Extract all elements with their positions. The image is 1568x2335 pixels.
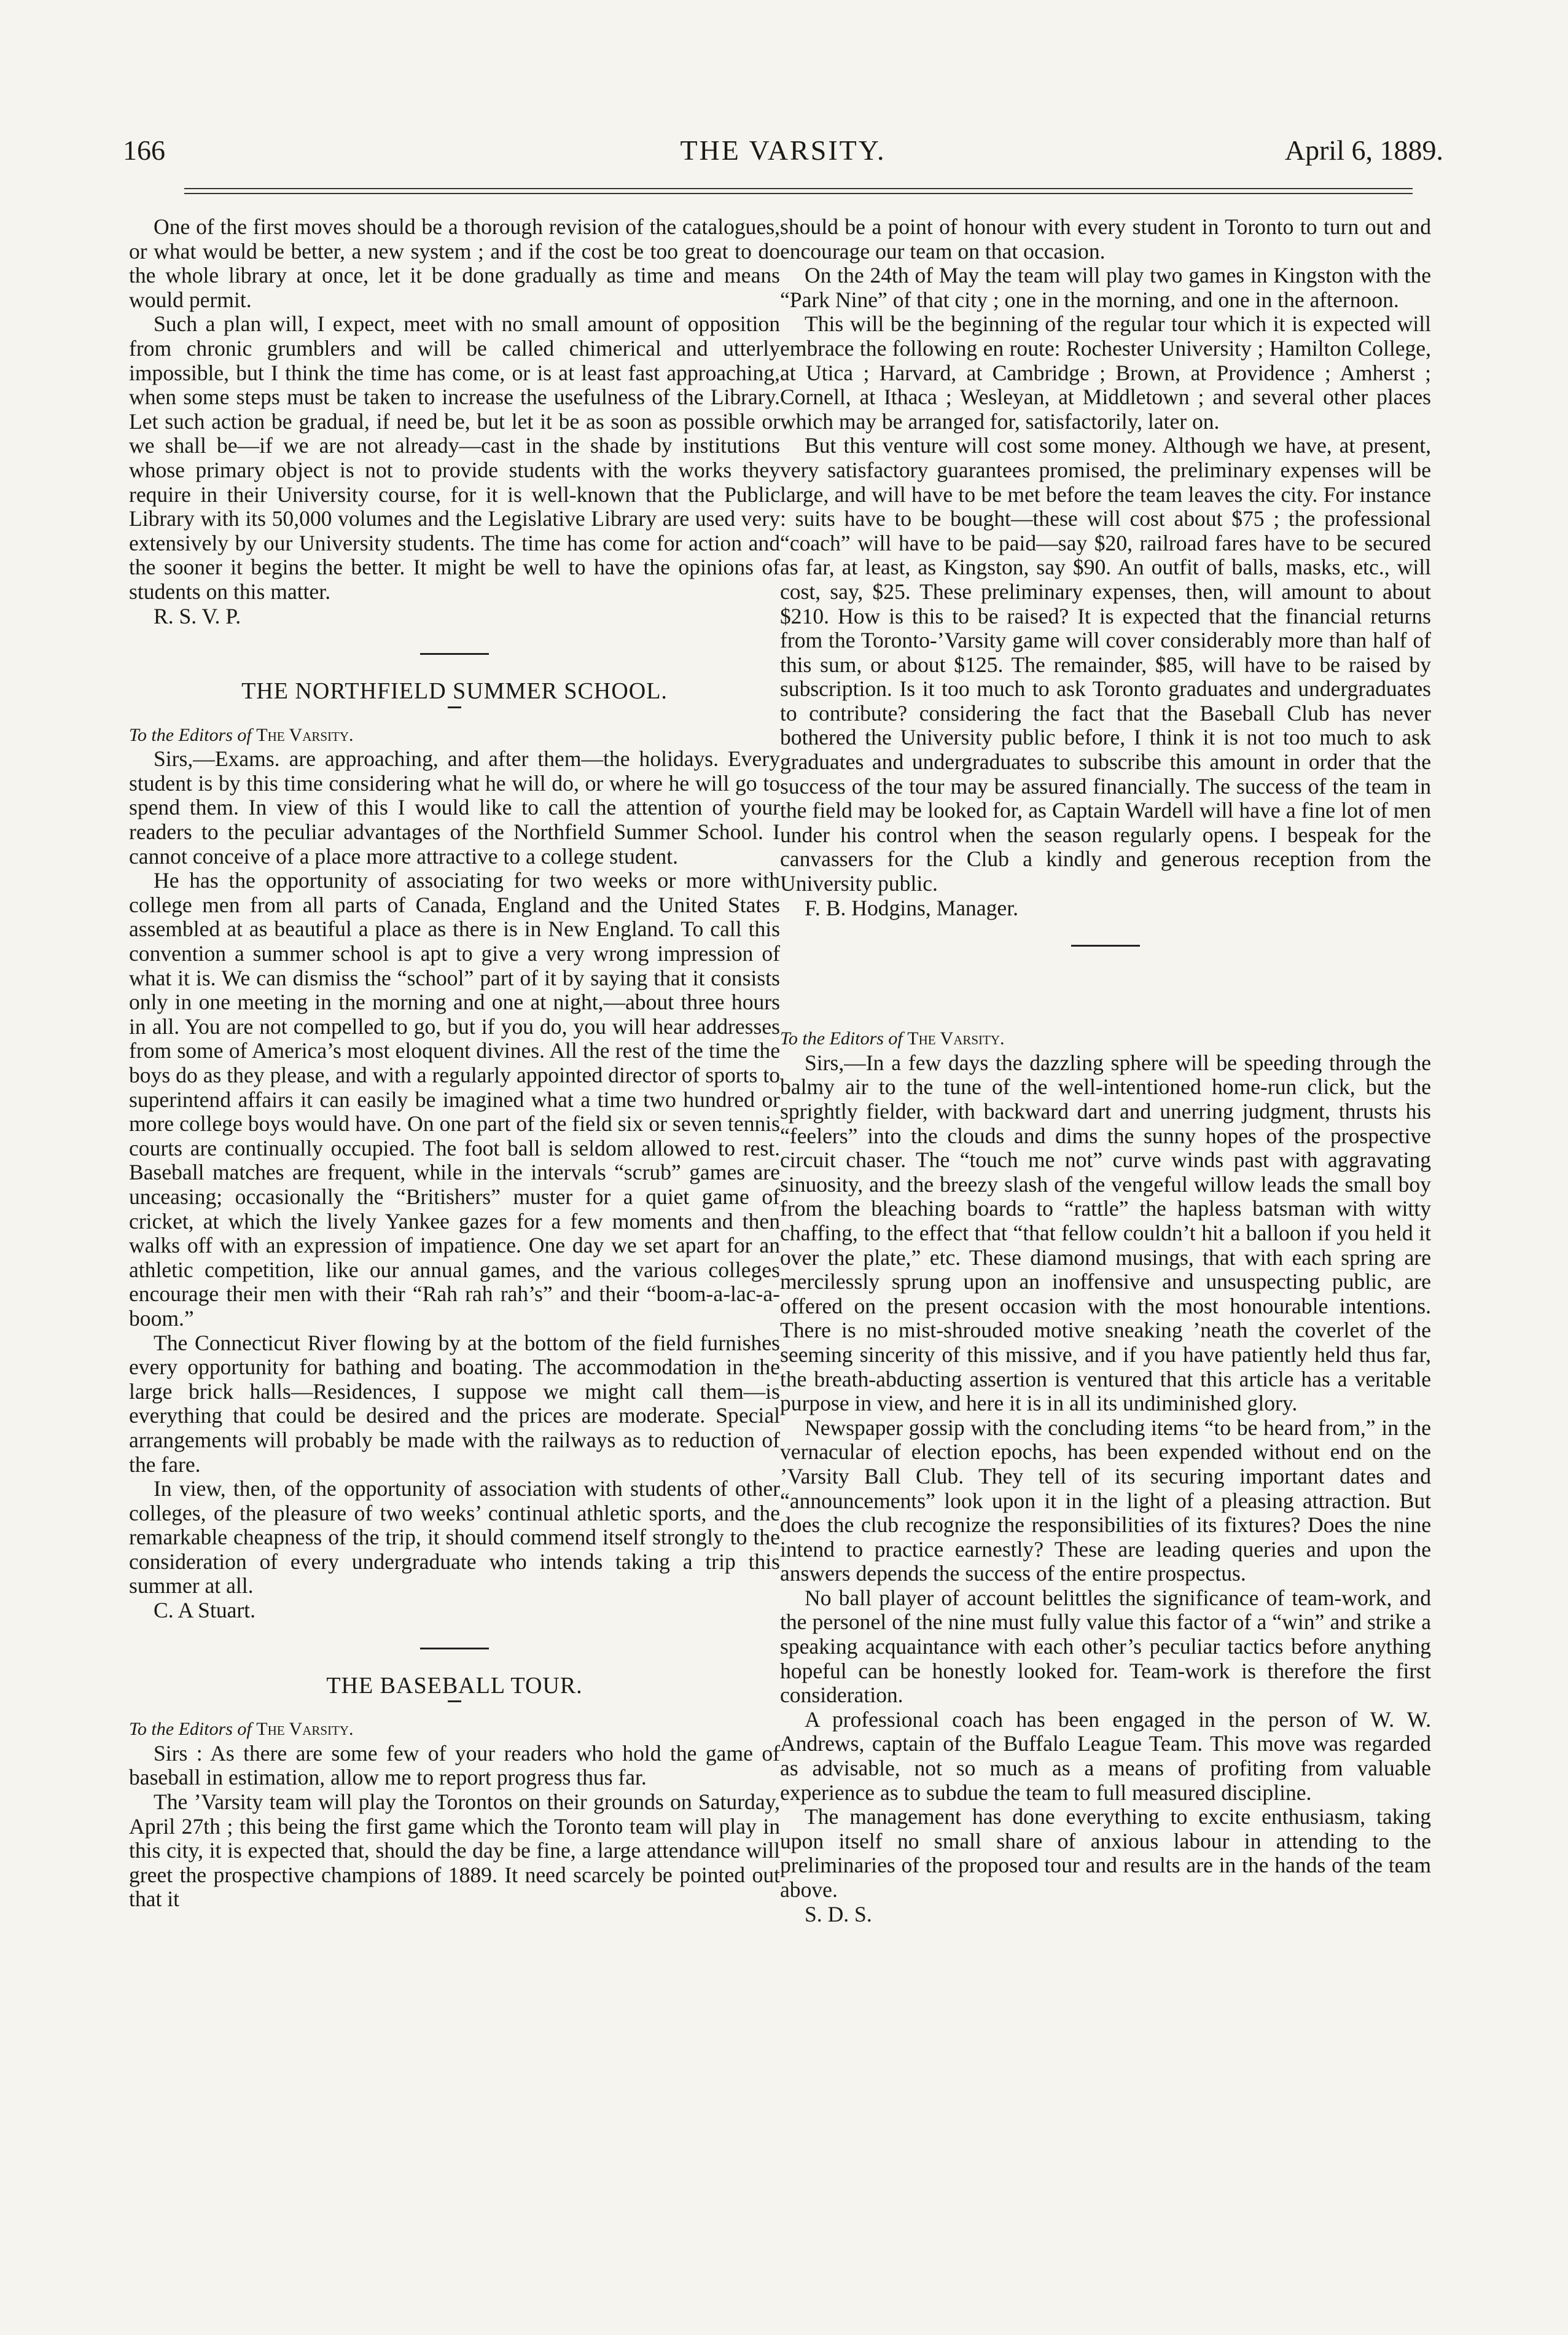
section-heading: THE NORTHFIELD SUMMER SCHOOL.	[241, 678, 668, 705]
paragraph: In view, then, of the opportunity of association with students of other colleges, of the pleasure of two weeks’ continual athletic sports, and the remarkable cheapness of the trip, it should commend itself strongly to the consideration of every undergraduate who intends taking a trip this summer at all.	[129, 1476, 780, 1598]
paragraph: The management has done everything to excite enthusiasm, taking upon itself no small share of anxious labour in attending to the preliminaries of the proposed tour and results are in the hands of the team above.	[780, 1804, 1431, 1902]
section-divider	[420, 653, 489, 655]
issue-date: April 6, 1889.	[1284, 135, 1443, 166]
heading-rule	[448, 706, 461, 708]
header-rule	[184, 188, 1413, 189]
spacer	[780, 971, 1431, 1027]
paragraph: Sirs,—In a few days the dazzling sphere will be speeding through the balmy air to the tune of the well-intentioned home-run click, but the sprightly fielder, with backward dart and unerring judgment, thrusts his “feelers” into the clouds and dims the sunny hopes of the prospective circuit chaser. The “touch me not” curve winds past with aggravating sinuosity, and the breezy slash of the vengeful willow leads the small boy from the bleaching boards to “rattle” the hapless batsman with witty chaffing, to the effect that “that fellow couldn’t hit a balloon if you held it over the plate,” etc. These diamond musings, that with each spring are mercilessly sprung upon an inoffensive and unsuspecting public, are offered on the present occasion with the most honourable intentions. There is no mist-shrouded motive sneaking ’neath the coverlet of the seeming sincerity of this missive, and if you have patiently held thus far, the breath-abducting assertion is ventured that this article has a veritable purpose in view, and here it is in all its undiminished glory.	[780, 1050, 1431, 1416]
paragraph: Newspaper gossip with the concluding items “to be heard from,” in the vernacular of election epochs, has been expended without end on the ’Varsity Ball Club. They tell of its securing important dates and “announcements” look upon it in the light of a pleasing attraction. But does the club recognize the responsibilities of its fixtures? Does the nine intend to practice earnestly? These are leading queries and upon the answers depends the success of the entire prospectus.	[780, 1415, 1431, 1586]
paragraph: The ’Varsity team will play the Torontos on their grounds on Saturday, April 27th ; this being the first game which the Toronto team will play in this city, it is expected that, should the day be fine, a large attendance will greet the prospective champions of 1889. It need scarcely be pointed out that it	[129, 1789, 780, 1912]
paragraph: should be a point of honour with every student in Toronto to turn out and encourage our team on that occasion.	[780, 214, 1431, 264]
right-column	[780, 215, 1431, 1926]
page-header	[123, 134, 1443, 183]
paragraph: The Connecticut River flowing by at the bottom of the field furnishes every opportunity for bathing and boating. The accommodation in the large brick halls—Residences, I suppose we might call them—is everything that could be desired and the prices are moderate. Special arrangements will probably be made with the railways as to reduction of the fare.	[129, 1330, 780, 1477]
paragraph: Such a plan will, I expect, meet with no small amount of opposition from chronic grumblers and will be called chimerical and utterly impossible, but I think the time has come, or is at least fast approaching, when some steps must be taken to increase the usefulness of the Library. Let such action be gradual, if need be, but let it be as soon as possible or we shall be—if we are not already—cast in the shade by institutions whose primary object is not to provide students with the works they require in their University course, for it is well-known that the Public Library with its 50,000 volumes and the Legislative Library are used very extensively by our University students. The time has come for action and the sooner it begins the better. It might be well to have the opinions of students on this matter.	[129, 311, 780, 604]
section-divider	[1071, 945, 1140, 947]
header-rule	[184, 193, 1413, 194]
salutation: To the Editors of The Varsity.	[129, 724, 354, 745]
paragraph: No ball player of account belittles the significance of team-work, and the personel of the nine must fully value this factor of a “win” and strike a speaking acquaintance with each other’s peculiar tactics before anything hopeful can be honestly looked for. Team-work is therefore the first consideration.	[780, 1585, 1431, 1708]
paragraph: One of the first moves should be a thorough revision of the catalogues, or what would be better, a new system ; and if the cost be too great to do the whole library at once, let it be done gradually as time and means would permit.	[129, 214, 780, 312]
signature: C. A Stuart.	[154, 1598, 256, 1623]
section-heading: THE BASEBALL TOUR.	[326, 1672, 583, 1699]
paragraph: He has the opportunity of associating for two weeks or more with college men from all parts of Canada, England and the United States assembled at as beautiful a place as there is in New England. To call this convention a summer school is apt to give a very wrong impression of what it is. We can dismiss the “school” part of it by saying that it consists only in one meeting in the morning and one at night,—about three hours in all. You are not compelled to go, but if you do, you will hear addresses from some of America’s most eloquent divines. All the rest of the time the boys do as they please, and with a regularly appointed director of sports to superintend affairs it can easily be imagined what a time two hundred or more college boys would have. On one part of the field six or seven tennis courts are continually occupied. The foot ball is seldom allowed to rest. Baseball matches are frequent, while in the intervals “scrub” games are unceasing; occasionally the “Britishers” muster for a quiet game of cricket, at which the lively Yankee gazes for a few moments and then walks off with an expression of impatience. One day we set apart for an athletic competition, like our annual games, and the various colleges encourage their men with their “Rah rah rah’s” and their “boom-a-lac-a-boom.”	[129, 868, 780, 1331]
paragraph: Sirs,—Exams. are approaching, and after them—the holidays. Every student is by this time considering what he will do, or where he will go to spend them. In view of this I would like to call the attention of your readers to the peculiar advantages of the Northfield Summer School. I cannot conceive of a place more attractive to a college student.	[129, 746, 780, 869]
salutation: To the Editors of The Varsity.	[129, 1719, 354, 1740]
paragraph: On the 24th of May the team will play two games in Kingston with the “Park Nine” of that city ; one in the morning, and one in the afternoon.	[780, 263, 1431, 312]
paragraph: But this venture will cost some money. Although we have, at present, very satisfactory guarantees promised, the preliminary expenses will be large, and will have to be met before the team leaves the city. For instance : suits have to be bought—these will cost about $75 ; the professional “coach” will have to be paid—say $20, railroad fares have to be secured as far, at least, as Kingston, say $90. An outfit of balls, masks, etc., will cost, say, $25. These preliminary expenses, then, will amount to about $210. How is this to be raised? It is expected that the financial returns from the Toronto-’Varsity game will cover considerably more than half of this sum, or about $125. The remainder, $85, will have to be raised by subscription. Is it too much to ask Toronto graduates and undergraduates to contribute? considering the fact that the Baseball Club has never bothered the University public before, I think it is not too much to ask graduates and undergraduates to subscribe this amount in order that the success of the tour may be assured financially. The success of the team in the field may be looked for, as Captain Wardell will have a fine lot of men under his control when the season regularly opens. I bespeak for the canvassers for the Club a kindly and generous reception from the University public.	[780, 433, 1431, 896]
section-divider	[420, 1648, 489, 1649]
heading-rule	[448, 1700, 461, 1702]
paragraph: A professional coach has been engaged in the person of W. W. Andrews, captain of the Buffalo League Team. This move was regarded as advisable, not so much as a means of profiting from valuable experience as to subdue the team to full measured discipline.	[780, 1707, 1431, 1805]
signature: R. S. V. P.	[154, 603, 241, 628]
salutation: To the Editors of The Varsity.	[780, 1028, 1005, 1049]
left-column	[129, 215, 780, 1912]
paragraph: This will be the beginning of the regular tour which it is expected will embrace the following en route: Rochester University ; Hamilton College, at Utica ; Harvard, at Cambridge ; Brown, at Providence ; Amherst ; Cornell, at Ithaca ; Wesleyan, at Middletown ; and several other places which may be arranged for, satisfactorily, later on.	[780, 311, 1431, 434]
paragraph: Sirs : As there are some few of your readers who hold the game of baseball in estimation, allow me to report progress thus far.	[129, 1740, 780, 1790]
masthead-title: THE VARSITY.	[680, 135, 886, 166]
signature: S. D. S.	[805, 1901, 872, 1926]
signature: F. B. Hodgins, Manager.	[805, 895, 1018, 920]
page-number: 166	[123, 135, 165, 166]
